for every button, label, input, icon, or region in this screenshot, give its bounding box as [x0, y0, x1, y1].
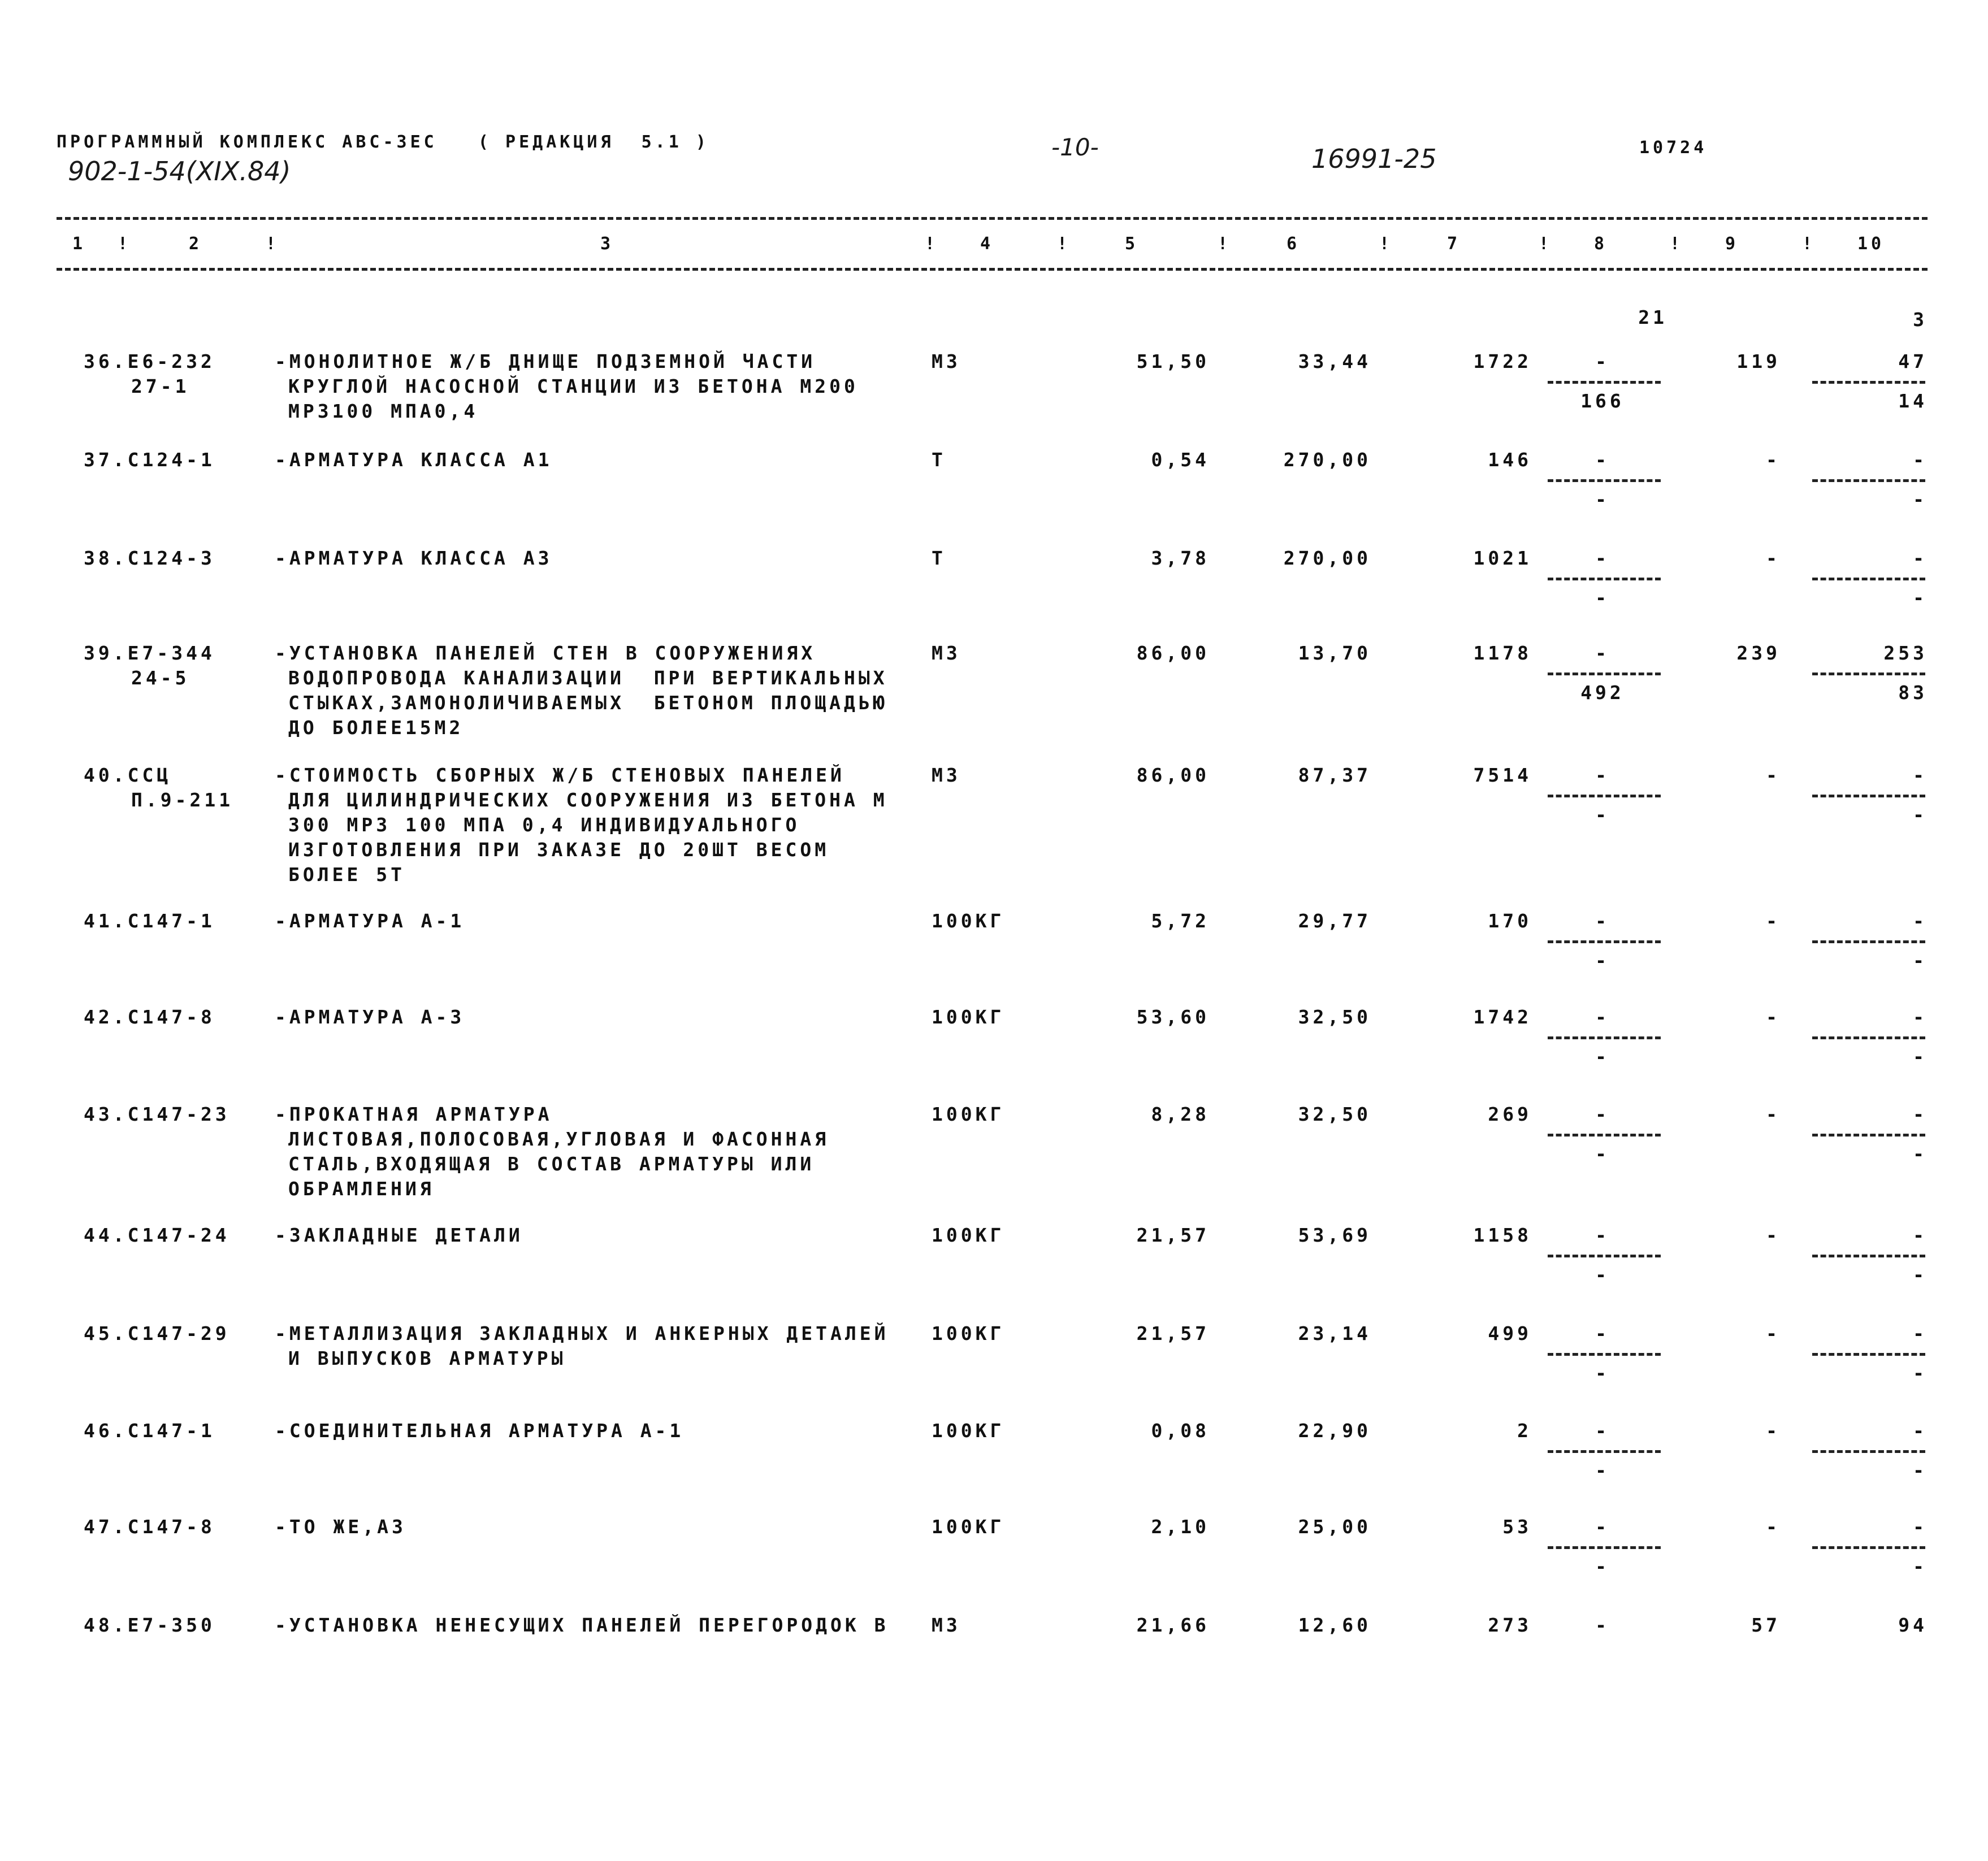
row-description: И ВЫПУСКОВ АРМАТУРЫ — [288, 1347, 566, 1369]
row-col8-top: - — [1595, 1420, 1610, 1442]
row-description: -АРМАТУРА А-3 — [275, 1006, 465, 1028]
row-col10-bottom: - — [1913, 1264, 1928, 1286]
row-col8-bottom: - — [1595, 1555, 1610, 1577]
row-unit: 100КГ — [932, 1322, 1005, 1344]
row-unit: М3 — [932, 1614, 961, 1636]
row-col8-top: - — [1595, 910, 1610, 932]
row-col10-bottom: - — [1913, 1459, 1928, 1481]
row-col8-top: - — [1595, 764, 1610, 786]
fraction-line — [1548, 381, 1661, 384]
row-col10-bottom: - — [1913, 1143, 1928, 1165]
row-unit: Т — [932, 547, 946, 569]
row-col9: - — [1766, 764, 1781, 786]
row-code: 42.С147-8 — [84, 1006, 215, 1028]
table-row — [0, 1613, 1988, 1674]
header-rule-top — [57, 217, 1928, 220]
row-description: ДЛЯ ЦИЛИНДРИЧЕСКИХ СООРУЖЕНИЯ ИЗ БЕТОНА М — [288, 789, 888, 811]
program-title: ПРОГРАММНЫЙ КОМПЛЕКС АВС-3ЕС ( РЕДАКЦИЯ 5.1 ) — [57, 132, 709, 152]
row-quantity: 0,08 — [1151, 1420, 1210, 1442]
col-7: 7 — [1447, 234, 1461, 254]
fraction-line — [1812, 1546, 1925, 1549]
row-quantity: 21,57 — [1136, 1224, 1210, 1246]
document-number: 10724 — [1639, 138, 1708, 158]
row-unit: 100КГ — [932, 1420, 1005, 1442]
row-col9: - — [1766, 547, 1781, 569]
table-row — [0, 1223, 1988, 1284]
row-total: 2 — [1517, 1420, 1532, 1442]
row-col9: - — [1766, 1224, 1781, 1246]
col-6: 6 — [1287, 234, 1301, 254]
col-sep: ! — [1218, 234, 1232, 254]
row-description: ИЗГОТОВЛЕНИЯ ПРИ ЗАКАЗЕ ДО 20ШТ ВЕСОМ — [288, 839, 830, 861]
row-code: 36.Е6-232 — [84, 350, 215, 372]
fraction-line — [1812, 1036, 1925, 1039]
row-col8-top: - — [1595, 449, 1610, 471]
row-unit: 100КГ — [932, 1224, 1005, 1246]
fraction-line — [1812, 940, 1925, 943]
row-quantity: 86,00 — [1136, 642, 1210, 664]
row-col10-top: - — [1913, 1224, 1928, 1246]
row-unit: Т — [932, 449, 946, 471]
row-col8-bottom: - — [1595, 587, 1610, 609]
row-description: ОБРАМЛЕНИЯ — [288, 1178, 435, 1200]
row-col10-top: - — [1913, 1516, 1928, 1538]
row-col8-bottom: - — [1595, 1459, 1610, 1481]
row-col9: - — [1766, 449, 1781, 471]
row-description: БОЛЕЕ 5Т — [288, 864, 405, 886]
row-unit-price: 29,77 — [1298, 910, 1371, 932]
row-unit-price: 32,50 — [1298, 1006, 1371, 1028]
top-value-col8: 21 — [1638, 306, 1668, 328]
table-row — [0, 1005, 1988, 1066]
fraction-line — [1548, 578, 1661, 580]
row-total: 170 — [1488, 910, 1532, 932]
row-quantity: 86,00 — [1136, 764, 1210, 786]
col-10: 10 — [1857, 234, 1885, 254]
row-description: -АРМАТУРА А-1 — [275, 910, 465, 932]
row-col10-bottom: - — [1913, 1362, 1928, 1384]
row-code: 24-5 — [131, 667, 190, 689]
row-code: 38.С124-3 — [84, 547, 215, 569]
row-unit-price: 53,69 — [1298, 1224, 1371, 1246]
row-code: 27-1 — [131, 375, 190, 397]
row-col9: - — [1766, 910, 1781, 932]
row-col8-bottom: - — [1595, 1046, 1610, 1068]
row-col8-top: - — [1595, 1006, 1610, 1028]
table-row — [0, 1418, 1988, 1480]
col-5: 5 — [1125, 234, 1139, 254]
row-total: 1722 — [1473, 350, 1532, 372]
row-description: МРЗ100 МПА0,4 — [288, 400, 479, 422]
row-description: -ТО ЖЕ,А3 — [275, 1516, 406, 1538]
fraction-line — [1812, 1450, 1925, 1453]
col-sep: ! — [1670, 234, 1684, 254]
row-code: 47.С147-8 — [84, 1516, 215, 1538]
table-row — [0, 763, 1988, 899]
table-row — [0, 546, 1988, 607]
top-value-col10: 3 — [1913, 309, 1928, 331]
table-row — [0, 641, 1988, 752]
row-col10-top: - — [1913, 449, 1928, 471]
header-rule-bottom — [57, 268, 1928, 271]
fraction-line — [1812, 479, 1925, 482]
fraction-line — [1548, 1036, 1661, 1039]
row-quantity: 0,54 — [1151, 449, 1210, 471]
fraction-line — [1548, 1353, 1661, 1356]
row-col10-bottom: - — [1913, 949, 1928, 971]
table-row — [0, 1321, 1988, 1382]
row-col8-top: - — [1595, 1224, 1610, 1246]
row-unit: М3 — [932, 642, 961, 664]
fraction-line — [1548, 940, 1661, 943]
fraction-line — [1812, 1255, 1925, 1257]
row-col10-bottom: - — [1913, 804, 1928, 826]
row-quantity: 8,28 — [1151, 1103, 1210, 1125]
row-col10-top: - — [1913, 1103, 1928, 1125]
row-col10-top: 253 — [1883, 642, 1928, 664]
row-description: -АРМАТУРА КЛАССА А1 — [275, 449, 553, 471]
row-total: 1178 — [1473, 642, 1532, 664]
row-col10-bottom: 14 — [1898, 390, 1928, 412]
col-sep: ! — [925, 234, 939, 254]
row-col10-bottom: - — [1913, 1555, 1928, 1577]
row-col8-top: - — [1595, 1322, 1610, 1344]
row-total: 1742 — [1473, 1006, 1532, 1028]
row-total: 146 — [1488, 449, 1532, 471]
row-col9: - — [1766, 1516, 1781, 1538]
row-unit: 100КГ — [932, 910, 1005, 932]
row-col8-top: - — [1595, 1516, 1610, 1538]
col-sep: ! — [266, 234, 280, 254]
row-unit: 100КГ — [932, 1103, 1005, 1125]
col-3: 3 — [600, 234, 614, 254]
row-code: 40.ССЦ — [84, 764, 172, 786]
table-row — [0, 1515, 1988, 1576]
table-row — [0, 448, 1988, 509]
row-col8-top: - — [1595, 1103, 1610, 1125]
row-col9: 119 — [1736, 350, 1781, 372]
row-col8-bottom: - — [1595, 1264, 1610, 1286]
row-unit: 100КГ — [932, 1516, 1005, 1538]
col-2: 2 — [189, 234, 203, 254]
col-sep: ! — [1379, 234, 1393, 254]
handwritten-number: 16991-25 — [1311, 144, 1437, 174]
row-col10-top: - — [1913, 910, 1928, 932]
fraction-line — [1548, 1450, 1661, 1453]
row-col10-top: - — [1913, 547, 1928, 569]
row-col10-bottom: 83 — [1898, 682, 1928, 704]
page-number: -10- — [1051, 133, 1099, 161]
row-description: -ЗАКЛАДНЫЕ ДЕТАЛИ — [275, 1224, 523, 1246]
row-description: -СТОИМОСТЬ СБОРНЫХ Ж/Б СТЕНОВЫХ ПАНЕЛЕЙ — [275, 764, 845, 786]
fraction-line — [1812, 578, 1925, 580]
table-row — [0, 1102, 1988, 1213]
row-col10-top: - — [1913, 1006, 1928, 1028]
fraction-line — [1812, 673, 1925, 675]
fraction-line — [1812, 795, 1925, 797]
row-col8-bottom: - — [1595, 1143, 1610, 1165]
col-9: 9 — [1725, 234, 1739, 254]
row-col8-bottom: - — [1595, 1362, 1610, 1384]
row-col8-bottom: 492 — [1580, 682, 1625, 704]
row-col10-top: - — [1913, 764, 1928, 786]
row-col9: 57 — [1751, 1614, 1781, 1636]
row-col10-top: - — [1913, 1420, 1928, 1442]
row-col10-bottom: - — [1913, 1046, 1928, 1068]
row-col10-bottom: - — [1913, 488, 1928, 510]
row-total: 269 — [1488, 1103, 1532, 1125]
col-8: 8 — [1594, 234, 1608, 254]
fraction-line — [1812, 381, 1925, 384]
row-col8-bottom: - — [1595, 949, 1610, 971]
row-code: 45.С147-29 — [84, 1322, 230, 1344]
row-code: 41.С147-1 — [84, 910, 215, 932]
row-col9: 239 — [1736, 642, 1781, 664]
row-quantity: 2,10 — [1151, 1516, 1210, 1538]
fraction-line — [1548, 795, 1661, 797]
col-sep: ! — [1057, 234, 1071, 254]
col-sep: ! — [1539, 234, 1553, 254]
row-code: 48.Е7-350 — [84, 1614, 215, 1636]
row-description: -АРМАТУРА КЛАССА А3 — [275, 547, 553, 569]
col-4: 4 — [980, 234, 994, 254]
row-description: ВОДОПРОВОДА КАНАЛИЗАЦИИ ПРИ ВЕРТИКАЛЬНЫХ — [288, 667, 888, 689]
row-unit-price: 32,50 — [1298, 1103, 1371, 1125]
row-col10-top: 47 — [1898, 350, 1928, 372]
col-sep: ! — [118, 234, 132, 254]
row-quantity: 21,57 — [1136, 1322, 1210, 1344]
row-quantity: 5,72 — [1151, 910, 1210, 932]
fraction-line — [1548, 673, 1661, 675]
row-col9: - — [1766, 1322, 1781, 1344]
table-row — [0, 909, 1988, 970]
fraction-line — [1548, 1546, 1661, 1549]
row-code: 39.Е7-344 — [84, 642, 215, 664]
row-description: -МОНОЛИТНОЕ Ж/Б ДНИЩЕ ПОДЗЕМНОЙ ЧАСТИ — [275, 350, 816, 372]
row-col9: - — [1766, 1420, 1781, 1442]
fraction-line — [1812, 1353, 1925, 1356]
row-code: 46.С147-1 — [84, 1420, 215, 1442]
row-unit-price: 270,00 — [1283, 547, 1371, 569]
row-description: -МЕТАЛЛИЗАЦИЯ ЗАКЛАДНЫХ И АНКЕРНЫХ ДЕТАЛЕЙ — [275, 1322, 889, 1344]
row-total: 7514 — [1473, 764, 1532, 786]
row-total: 1021 — [1473, 547, 1532, 569]
row-unit: 100КГ — [932, 1006, 1005, 1028]
row-description: ДО БОЛЕЕ15М2 — [288, 717, 464, 739]
row-col9: - — [1766, 1006, 1781, 1028]
row-total: 499 — [1488, 1322, 1532, 1344]
fraction-line — [1548, 1134, 1661, 1136]
row-description: -СОЕДИНИТЕЛЬНАЯ АРМАТУРА А-1 — [275, 1420, 685, 1442]
fraction-line — [1548, 479, 1661, 482]
row-unit-price: 23,14 — [1298, 1322, 1371, 1344]
row-col8-top: - — [1595, 642, 1610, 664]
row-code: 37.С124-1 — [84, 449, 215, 471]
col-sep: ! — [1802, 234, 1816, 254]
row-col9: - — [1766, 1103, 1781, 1125]
row-col8-bottom: - — [1595, 804, 1610, 826]
row-unit-price: 12,60 — [1298, 1614, 1371, 1636]
document-code: 902-1-54(XIX.84) — [68, 156, 291, 186]
row-description: КРУГЛОЙ НАСОСНОЙ СТАНЦИИ ИЗ БЕТОНА М200 — [288, 375, 859, 397]
row-unit-price: 25,00 — [1298, 1516, 1371, 1538]
row-description: -ПРОКАТНАЯ АРМАТУРА — [275, 1103, 553, 1125]
row-col8-bottom: - — [1595, 488, 1610, 510]
row-unit-price: 87,37 — [1298, 764, 1371, 786]
row-code: П.9-211 — [131, 789, 234, 811]
table-row — [0, 349, 1988, 435]
row-description: СТЫКАХ,ЗАМОНОЛИЧИВАЕМЫХ БЕТОНОМ ПЛОЩАДЬЮ — [288, 692, 888, 714]
row-description: СТАЛЬ,ВХОДЯЩАЯ В СОСТАВ АРМАТУРЫ ИЛИ — [288, 1153, 815, 1175]
row-description: 300 МРЗ 100 МПА 0,4 ИНДИВИДУАЛЬНОГО — [288, 814, 800, 836]
row-description: ЛИСТОВАЯ,ПОЛОСОВАЯ,УГЛОВАЯ И ФАСОННАЯ — [288, 1128, 830, 1150]
row-col8-bottom: 166 — [1580, 390, 1625, 412]
fraction-line — [1548, 1255, 1661, 1257]
row-col8-top: - — [1595, 1614, 1610, 1636]
row-code: 44.С147-24 — [84, 1224, 230, 1246]
row-col10-top: 94 — [1898, 1614, 1928, 1636]
row-total: 273 — [1488, 1614, 1532, 1636]
row-unit-price: 22,90 — [1298, 1420, 1371, 1442]
row-unit-price: 33,44 — [1298, 350, 1371, 372]
row-quantity: 51,50 — [1136, 350, 1210, 372]
row-code: 43.С147-23 — [84, 1103, 230, 1125]
row-quantity: 3,78 — [1151, 547, 1210, 569]
row-col10-top: - — [1913, 1322, 1928, 1344]
row-col8-top: - — [1595, 350, 1610, 372]
col-1: 1 — [72, 234, 86, 254]
row-col8-top: - — [1595, 547, 1610, 569]
row-unit: М3 — [932, 350, 961, 372]
row-description: -УСТАНОВКА ПАНЕЛЕЙ СТЕН В СООРУЖЕНИЯХ — [275, 642, 816, 664]
row-unit-price: 270,00 — [1283, 449, 1371, 471]
fraction-line — [1812, 1134, 1925, 1136]
row-unit: М3 — [932, 764, 961, 786]
row-description: -УСТАНОВКА НЕНЕСУЩИХ ПАНЕЛЕЙ ПЕРЕГОРОДОК В — [275, 1614, 889, 1636]
row-total: 53 — [1502, 1516, 1532, 1538]
row-total: 1158 — [1473, 1224, 1532, 1246]
row-quantity: 53,60 — [1136, 1006, 1210, 1028]
row-unit-price: 13,70 — [1298, 642, 1371, 664]
row-col10-bottom: - — [1913, 587, 1928, 609]
row-quantity: 21,66 — [1136, 1614, 1210, 1636]
